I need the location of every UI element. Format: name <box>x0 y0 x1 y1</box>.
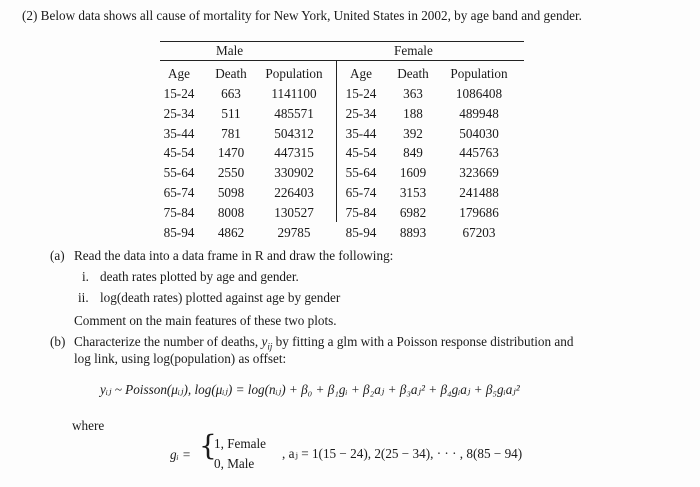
table-cell: 85-94 <box>345 224 377 240</box>
table-cell: 29785 <box>277 224 311 240</box>
table-cell: 75-84 <box>345 204 377 220</box>
part-a-item-1-text: death rates plotted by age and gender. <box>100 269 299 284</box>
table-cell: 55-64 <box>345 165 377 181</box>
a-definition: , aⱼ = 1(15 − 24), 2(25 − 34), · · · , 8(85 − 94) <box>282 446 523 461</box>
table-cell: 67203 <box>462 224 496 240</box>
table-cell: 15-24 <box>345 86 377 101</box>
part-b-line-1-pre: Characterize the number of deaths, <box>74 334 259 349</box>
column-header: Age <box>350 66 372 81</box>
table-cell: 6982 <box>399 204 427 220</box>
table-cell: 226403 <box>274 185 314 200</box>
group-header-rule <box>160 60 524 61</box>
question-intro: (2) Below data shows all cause of mortality for New York, United States in 2002, by age band and gender. <box>22 8 582 23</box>
part-a-item-2-num: ii. <box>78 290 89 305</box>
table-cell: 445763 <box>459 145 499 161</box>
table-cell: 4862 <box>217 224 245 240</box>
table-cell: 65-74 <box>163 185 195 200</box>
table-cell: 25-34 <box>345 105 377 121</box>
table-cell: 330902 <box>274 165 314 181</box>
column-header: Population <box>265 66 323 81</box>
table-cell: 55-64 <box>163 165 195 181</box>
g-case-female: 1, Female <box>214 436 267 451</box>
table-cell: 15-24 <box>163 86 195 101</box>
table-cell: 241488 <box>459 185 499 200</box>
table-cell: 1609 <box>399 165 427 181</box>
table-cell: 2550 <box>217 165 245 181</box>
table-cell: 25-34 <box>163 105 195 121</box>
part-b-line-2: log link, using log(population) as offset: <box>74 351 287 366</box>
deaths-variable-subscript: ij <box>267 341 273 352</box>
table-cell: 504030 <box>459 125 499 141</box>
column-header: Population <box>450 66 508 81</box>
part-a-label: (a) <box>50 248 65 263</box>
deaths-variable: y <box>261 334 268 349</box>
part-b-line-1-post: by fitting a glm with a Poisson response distribution and <box>275 334 574 349</box>
table-cell: 188 <box>403 105 423 121</box>
model-equation: yᵢⱼ ~ Poisson(μᵢⱼ), log(μᵢⱼ) = log(nᵢⱼ) + β₀ + β₁gᵢ + β₂aⱼ + β₃aⱼ² + β₄gᵢaⱼ + β₅gᵢaⱼ² <box>100 382 520 397</box>
table-cell: 35-44 <box>345 125 377 141</box>
table-cell: 504312 <box>274 125 314 141</box>
part-a-comment: Comment on the main features of these two plots. <box>74 313 337 328</box>
column-header: Death <box>215 66 247 81</box>
table-cell: 1470 <box>217 145 245 161</box>
table-cell: 45-54 <box>163 145 195 161</box>
table-cell: 781 <box>221 125 241 141</box>
table-cell: 65-74 <box>345 185 377 200</box>
table-cell: 485571 <box>274 105 314 121</box>
g-case-male: 0, Male <box>214 456 255 471</box>
part-a-item-2-text: log(death rates) plotted against age by gender <box>100 290 341 305</box>
table-cell: 363 <box>403 86 423 101</box>
female-group-header: Female <box>394 43 433 58</box>
table-cell: 1141100 <box>271 86 317 101</box>
table-cell: 511 <box>221 105 241 121</box>
part-b-label: (b) <box>50 334 66 349</box>
part-a-item-1-num: i. <box>82 269 89 284</box>
column-header: Death <box>397 66 429 81</box>
table-cell: 489948 <box>459 105 499 121</box>
part-a-text: Read the data into a data frame in R and draw the following: <box>74 248 394 263</box>
column-header: Age <box>168 66 190 81</box>
table-cell: 447315 <box>274 145 314 161</box>
table-top-rule <box>160 41 524 42</box>
table-cell: 663 <box>221 86 241 101</box>
table-cell: 3153 <box>399 185 427 200</box>
table-cell: 8008 <box>217 204 245 220</box>
table-cell: 849 <box>403 145 423 161</box>
table-cell: 5098 <box>217 185 245 200</box>
table-cell: 8893 <box>399 224 427 240</box>
table-cell: 45-54 <box>345 145 377 161</box>
table-cell: 179686 <box>459 204 499 220</box>
mortality-table <box>160 40 524 240</box>
case-brace: { <box>199 429 217 462</box>
g-definition-lhs: gᵢ = <box>170 447 191 462</box>
table-cell: 75-84 <box>163 204 195 220</box>
part-b-line-1 <box>74 334 573 352</box>
table-cell: 35-44 <box>163 125 195 141</box>
table-cell: 392 <box>403 125 423 141</box>
table-cell: 323669 <box>459 165 499 181</box>
table-cell: 1086408 <box>455 86 503 101</box>
table-cell: 85-94 <box>163 224 195 240</box>
where-label: where <box>72 418 105 433</box>
male-group-header: Male <box>216 43 244 58</box>
table-cell: 130527 <box>274 204 314 220</box>
